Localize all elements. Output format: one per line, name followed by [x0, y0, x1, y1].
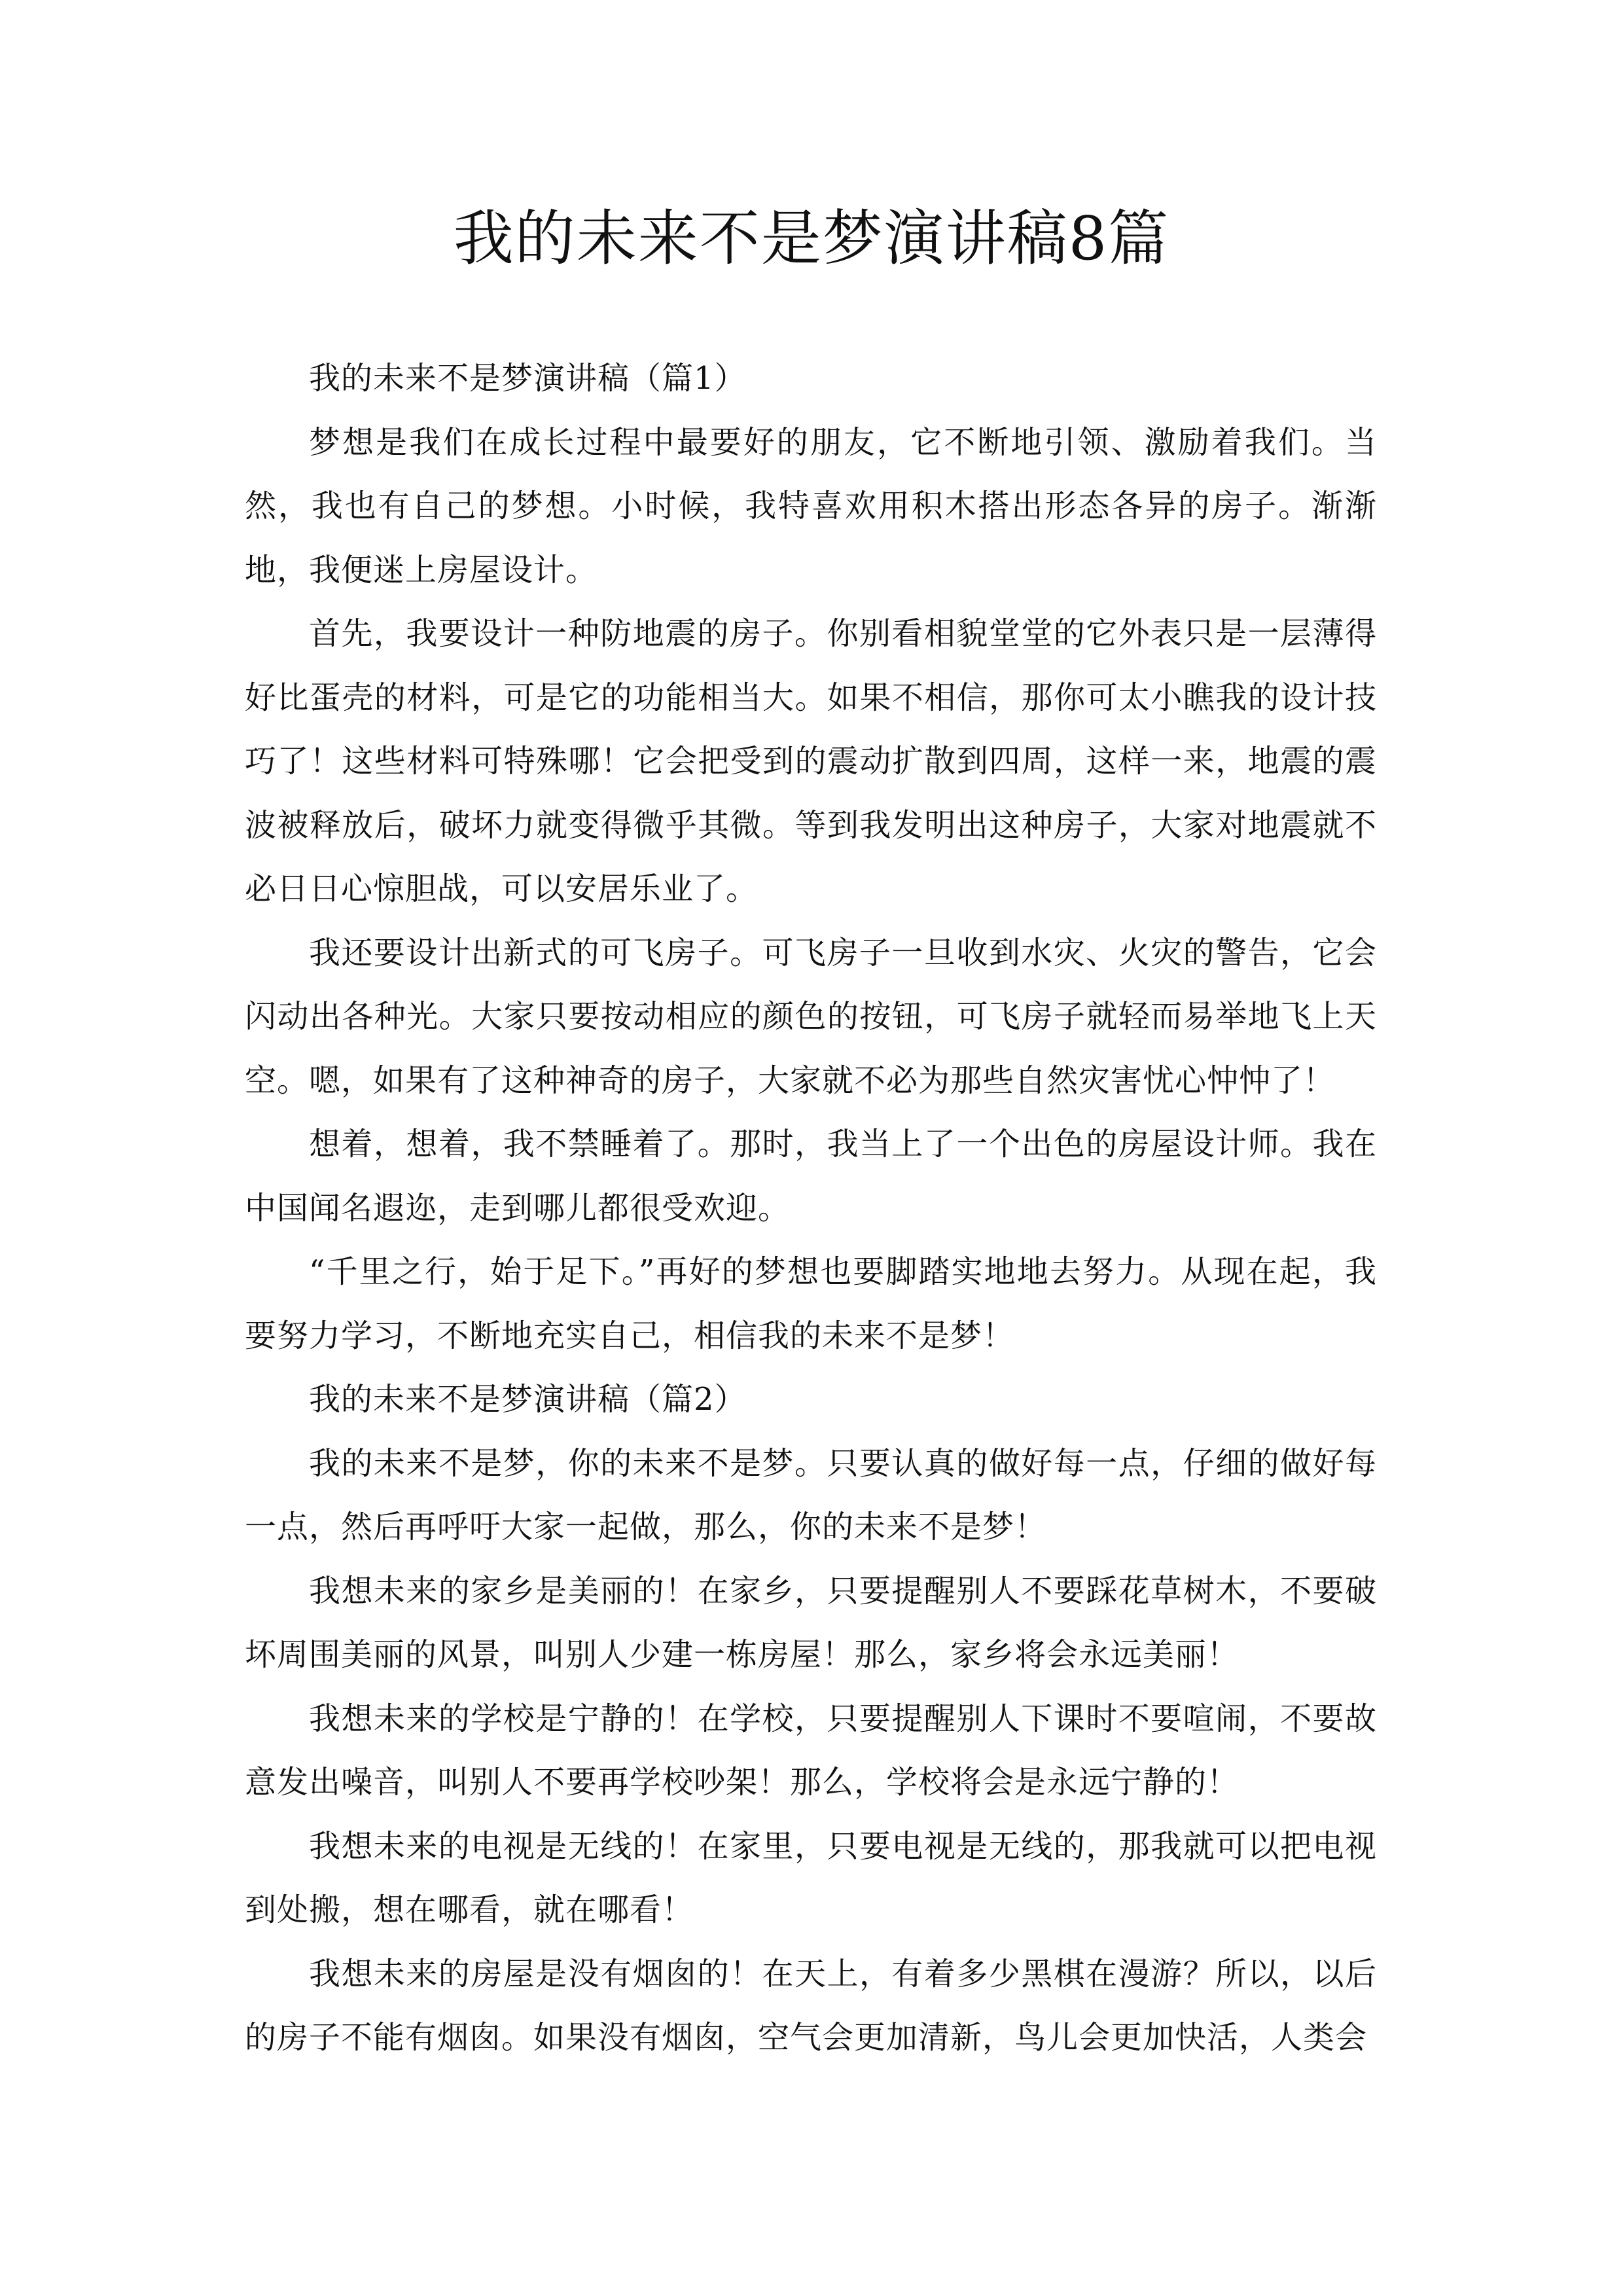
paragraph: 我想未来的家乡是美丽的！在家乡，只要提醒别人不要踩花草树木，不要破坏周围美丽的风景，叫别人少建一栋房屋！那么，家乡将会永远美丽！: [245, 1572, 1377, 1673]
paragraph: 我还要设计出新式的可飞房子。可飞房子一旦收到水灾、火灾的警告，它会闪动出各种光。大家只要按动相应的颜色的按钮，可飞房子就轻而易举地飞上天空。嗯，如果有了这种神奇的房子，大家就不必为那些自然灾害忧心忡忡了！: [245, 934, 1377, 1099]
section-heading-1: 我的未来不是梦演讲稿（篇1）: [309, 360, 747, 397]
document-body: [245, 347, 1377, 2070]
paragraph: 梦想是我们在成长过程中最要好的朋友，它不断地引领、激励着我们。当然，我也有自己的梦想。小时候，我特喜欢用积木搭出形态各异的房子。渐渐地，我便迷上房屋设计。: [245, 423, 1377, 588]
paragraph: 我想未来的电视是无线的！在家里，只要电视是无线的，那我就可以把电视到处搬，想在哪看，就在哪看！: [245, 1827, 1377, 1928]
paragraph: “千里之行，始于足下。”再好的梦想也要脚踏实地地去努力。从现在起，我要努力学习，不断地充实自己，相信我的未来不是梦！: [245, 1253, 1377, 1354]
paragraph: 我想未来的房屋是没有烟囱的！在天上，有着多少黑棋在漫游？所以，以后的房子不能有烟囱。如果没有烟囱，空气会更加清新，鸟儿会更加快活，人类会: [245, 1955, 1377, 2056]
section-heading-2: 我的未来不是梦演讲稿（篇2）: [309, 1381, 747, 1418]
paragraph: 首先，我要设计一种防地震的房子。你别看相貌堂堂的它外表只是一层薄得好比蛋壳的材料，可是它的功能相当大。如果不相信，那你可太小瞧我的设计技巧了！这些材料可特殊哪！它会把受到的震动扩散到四周，这样一来，地震的震波被释放后，破坏力就变得微乎其微。等到我发明出这种房子，大家对地震就不必日日心惊胆战，可以安居乐业了。: [245, 615, 1377, 907]
paragraph: 想着，想着，我不禁睡着了。那时，我当上了一个出色的房屋设计师。我在中国闻名遐迩，走到哪儿都很受欢迎。: [245, 1126, 1377, 1227]
paragraph: 我想未来的学校是宁静的！在学校，只要提醒别人下课时不要喧闹，不要故意发出噪音，叫别人不要再学校吵架！那么，学校将会是永远宁静的！: [245, 1700, 1377, 1801]
paragraph: 我的未来不是梦，你的未来不是梦。只要认真的做好每一点，仔细的做好每一点，然后再呼吁大家一起做，那么，你的未来不是梦！: [245, 1444, 1377, 1545]
document-title: 我的未来不是梦演讲稿8篇: [453, 204, 1170, 274]
